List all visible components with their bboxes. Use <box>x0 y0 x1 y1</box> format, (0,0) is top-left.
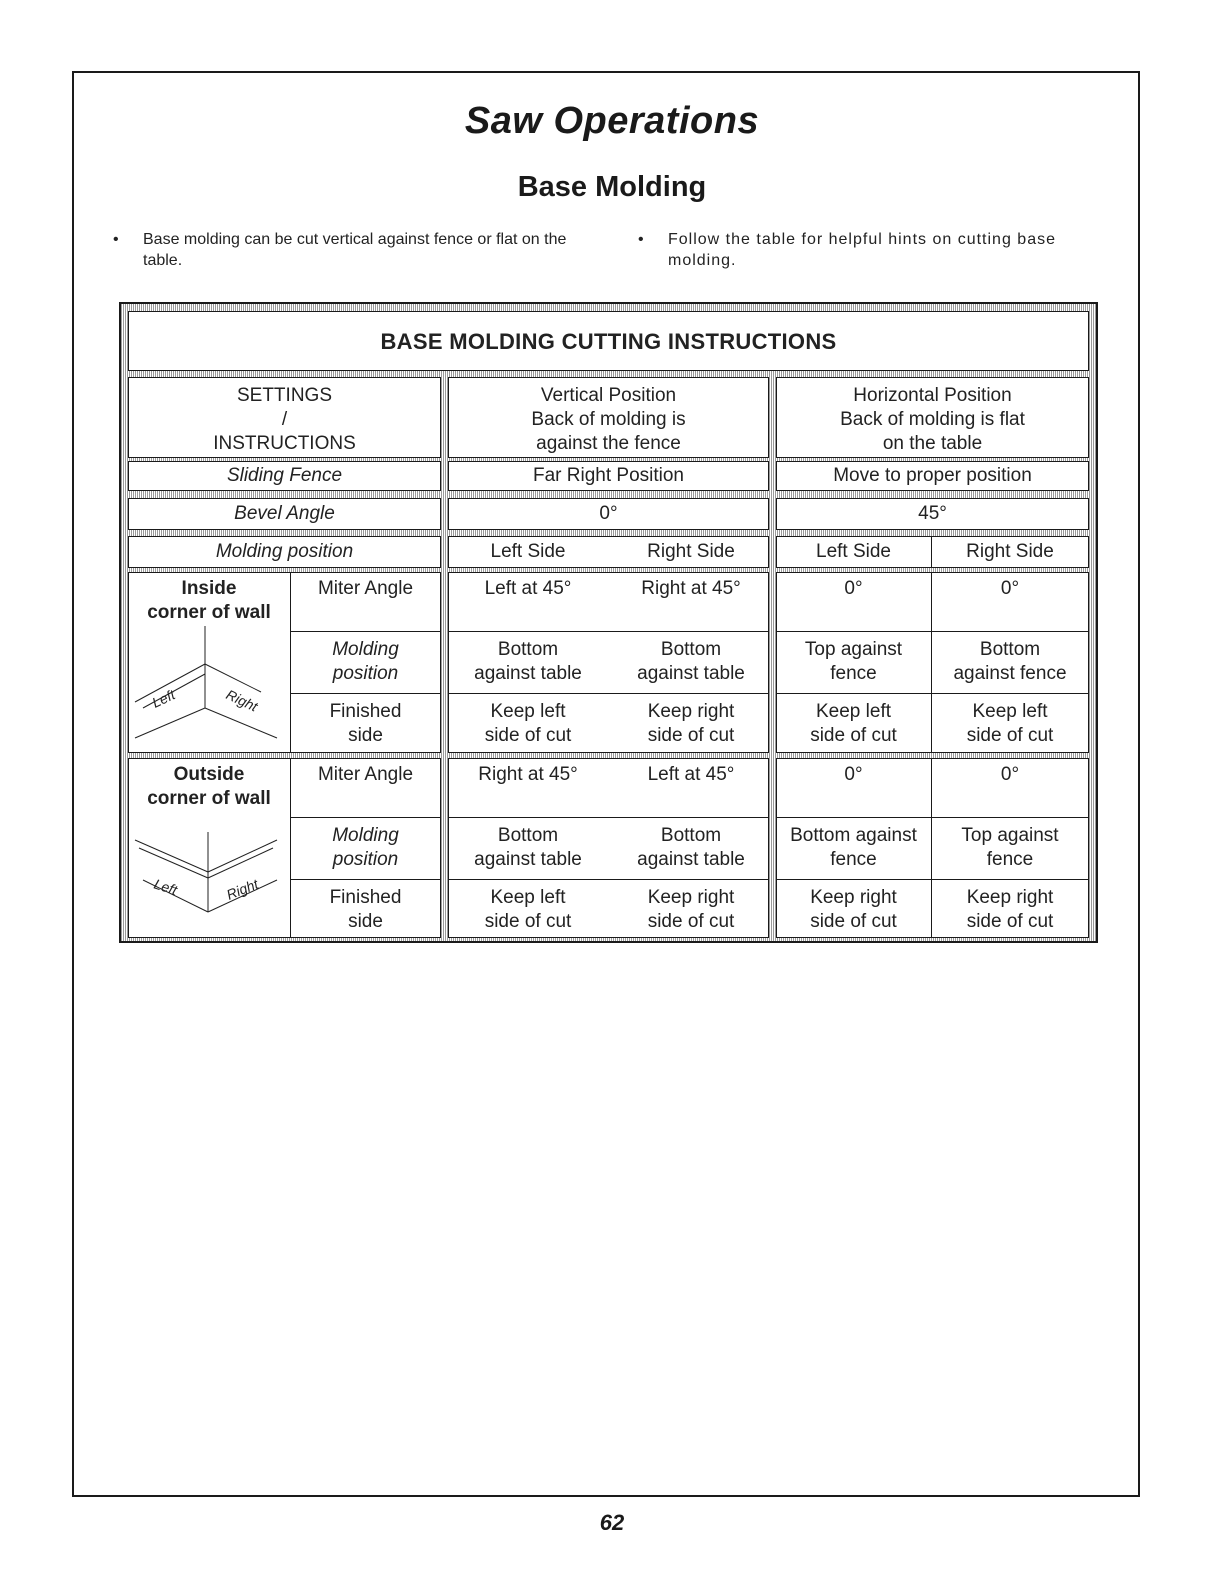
molding-position-h-right: Right Side <box>966 541 1054 562</box>
cutting-instructions-table <box>119 302 1098 943</box>
outside-miter-v-left: Right at 45° <box>478 764 578 785</box>
inside-right-text: Right <box>223 686 261 715</box>
bullet-item <box>638 229 1110 271</box>
sliding-fence-label: Sliding Fence <box>226 465 343 486</box>
outside-finished-h-left: Keep right side of cut <box>810 887 897 932</box>
inside-finished-h-right: Keep left side of cut <box>966 701 1054 746</box>
inside-molding-v-right: Bottom against table <box>637 639 745 684</box>
outside-miter-label: Miter Angle <box>317 764 414 785</box>
outside-left-text: Left <box>152 875 180 899</box>
outside-molding-h-left: Bottom against fence <box>790 825 917 870</box>
inside-miter-v-left: Left at 45° <box>484 578 572 599</box>
outside-molding-h-right: Top against fence <box>961 825 1059 870</box>
inside-miter-h-right: 0° <box>1000 578 1020 599</box>
inside-corner-label: Inside corner of wall <box>147 578 271 623</box>
sliding-fence-vertical: Far Right Position <box>532 465 684 486</box>
outside-miter-v-right: Left at 45° <box>647 764 735 785</box>
sliding-fence-horizontal: Move to proper position <box>833 465 1032 486</box>
bevel-angle-label: Bevel Angle <box>234 503 335 524</box>
inside-miter-label: Miter Angle <box>317 578 414 599</box>
bullet-item <box>113 229 593 271</box>
outside-finished-v-left: Keep left side of cut <box>484 887 572 932</box>
molding-position-h-left: Left Side <box>816 541 891 562</box>
bullet-icon: • <box>638 231 645 248</box>
outside-finished-h-right: Keep right side of cut <box>966 887 1054 932</box>
vertical-position-header: Vertical Position Back of molding is against the fence <box>531 385 686 454</box>
inside-finished-v-left: Keep left side of cut <box>484 701 572 746</box>
inside-molding-label: Molding position <box>332 639 399 684</box>
outside-finished-v-right: Keep right side of cut <box>647 887 735 932</box>
bevel-angle-horizontal: 45° <box>918 503 947 524</box>
outside-corner-diagram <box>133 824 285 936</box>
outside-corner-label: Outside corner of wall <box>147 764 271 809</box>
inside-left-text: Left <box>149 686 178 711</box>
inside-molding-v-left: Bottom against table <box>474 639 582 684</box>
bullet-text: Base molding can be cut vertical against fence or flat on the table. <box>143 231 567 269</box>
outside-molding-v-left: Bottom against table <box>474 825 582 870</box>
table-title: BASE MOLDING CUTTING INSTRUCTIONS <box>380 329 837 354</box>
outside-right-text: Right <box>224 875 261 903</box>
inside-finished-v-right: Keep right side of cut <box>647 701 735 746</box>
section-title: Base Molding <box>517 171 707 203</box>
page-number: 62 <box>599 1510 625 1535</box>
molding-position-label: Molding position <box>215 541 354 562</box>
outside-finished-label: Finished side <box>329 887 402 932</box>
inside-finished-label: Finished side <box>329 701 402 746</box>
page-title: Saw Operations <box>464 100 760 142</box>
inside-miter-h-left: 0° <box>844 578 863 599</box>
outside-miter-h-right: 0° <box>1000 764 1020 785</box>
horizontal-position-header: Horizontal Position Back of molding is flat on the table <box>840 385 1025 454</box>
bullet-icon: • <box>113 231 119 248</box>
inside-molding-h-right: Bottom against fence <box>953 639 1067 684</box>
molding-position-v-right: Right Side <box>647 541 735 562</box>
bevel-angle-vertical: 0° <box>599 503 618 524</box>
outside-molding-v-right: Bottom against table <box>637 825 745 870</box>
outside-miter-h-left: 0° <box>844 764 863 785</box>
outside-molding-label: Molding position <box>332 825 399 870</box>
molding-position-v-left: Left Side <box>490 541 566 562</box>
inside-corner-diagram <box>133 626 285 748</box>
bullet-text: Follow the table for helpful hints on cutting base molding. <box>668 231 1056 269</box>
inside-molding-h-left: Top against fence <box>804 639 903 684</box>
inside-finished-h-left: Keep left side of cut <box>810 701 897 746</box>
settings-label: SETTINGS / INSTRUCTIONS <box>213 385 356 454</box>
inside-miter-v-right: Right at 45° <box>641 578 741 599</box>
